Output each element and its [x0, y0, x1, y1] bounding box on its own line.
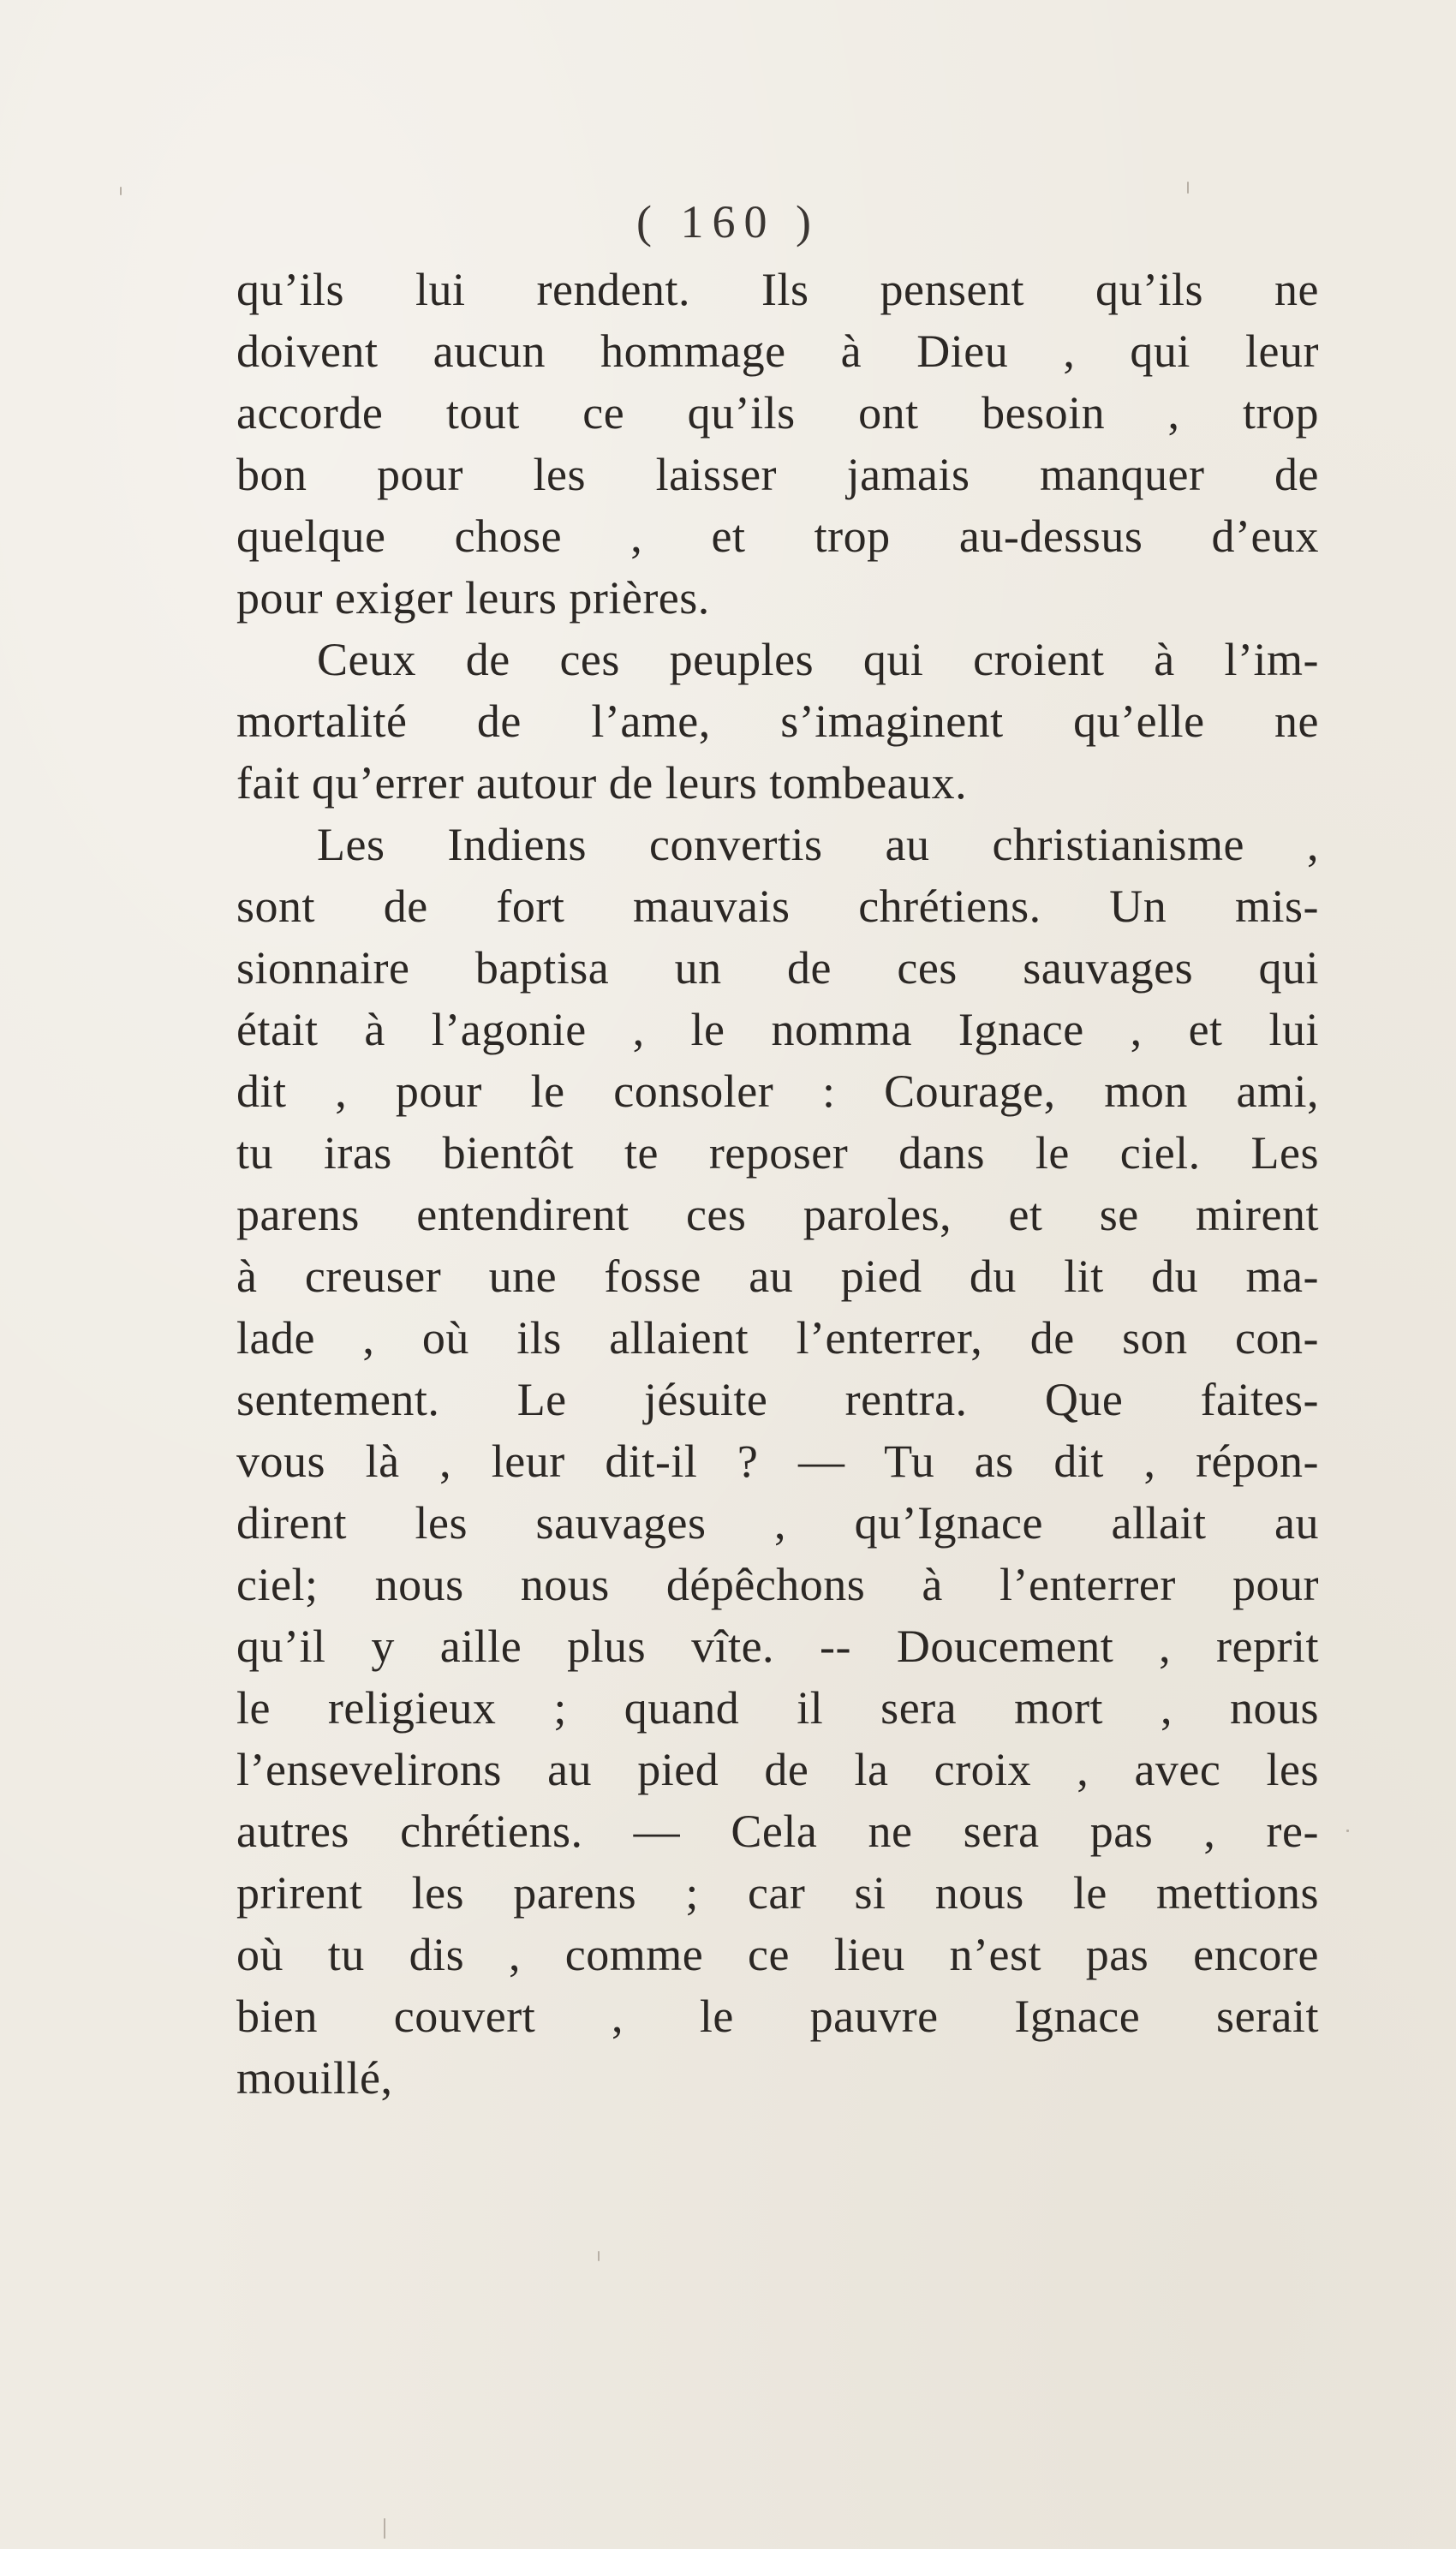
text-line: où tu dis , comme ce lieu n’est pas encore [236, 1929, 1319, 1980]
text-line: pour exiger leurs prières. [236, 572, 710, 624]
text-line: quelque chose , et trop au-dessus d’eux [236, 510, 1319, 562]
text-line: qu’ils lui rendent. Ils pensent qu’ils ne [236, 264, 1319, 315]
page-number: ( 160 ) [636, 196, 820, 248]
text-line: autres chrétiens. — Cela ne sera pas , re- [236, 1806, 1319, 1857]
text-line: bien couvert , le pauvre Ignace serait [236, 1991, 1319, 2042]
paper-speck [1346, 1830, 1349, 1832]
text-line: vous là , leur dit-il ? — Tu as dit , répon- [236, 1436, 1319, 1487]
text-line: sionnaire baptisa un de ces sauvages qui [236, 942, 1319, 994]
text-line: lade , où ils allaient l’enterrer, de son con- [236, 1312, 1319, 1364]
text-line: qu’il y aille plus vîte. -- Doucement , reprit [236, 1621, 1319, 1672]
text-line: mortalité de l’ame, s’imaginent qu’elle ne [236, 695, 1319, 747]
paper-speck [120, 187, 122, 195]
text-line: ciel; nous nous dépêchons à l’enterrer pour [236, 1559, 1319, 1610]
text-line: était à l’agonie , le nomma Ignace , et lui [236, 1004, 1319, 1055]
text-line: dit , pour le consoler : Courage, mon ami, [236, 1066, 1319, 1117]
text-line: à creuser une fosse au pied du lit du ma- [236, 1251, 1319, 1302]
text-line: bon pour les laisser jamais manquer de [236, 449, 1319, 500]
text-line: fait qu’errer autour de leurs tombeaux. [236, 757, 968, 809]
text-line: prirent les parens ; car si nous le mettions [236, 1867, 1319, 1919]
text-line: sentement. Le jésuite rentra. Que faites- [236, 1374, 1319, 1425]
text-line: sont de fort mauvais chrétiens. Un mis- [236, 881, 1319, 932]
text-line: doivent aucun hommage à Dieu , qui leur [236, 325, 1319, 377]
text-line: Ceux de ces peuples qui croient à l’im- [317, 634, 1319, 685]
body-text [236, 259, 1319, 2109]
text-line: mouillé, [236, 2052, 393, 2104]
text-line: Les Indiens convertis au christianisme , [317, 819, 1319, 870]
paper-speck [598, 2251, 600, 2261]
text-line: tu iras bientôt te reposer dans le ciel. Les [236, 1127, 1319, 1179]
text-line: dirent les sauvages , qu’Ignace allait au [236, 1497, 1319, 1549]
text-line: l’ensevelirons au pied de la croix , avec les [236, 1744, 1319, 1795]
paper-speck [1187, 182, 1189, 194]
text-line: parens entendirent ces paroles, et se mirent [236, 1189, 1319, 1240]
text-line: le religieux ; quand il sera mort , nous [236, 1682, 1319, 1734]
paper-speck [384, 2518, 385, 2539]
text-line: accorde tout ce qu’ils ont besoin , trop [236, 387, 1319, 439]
